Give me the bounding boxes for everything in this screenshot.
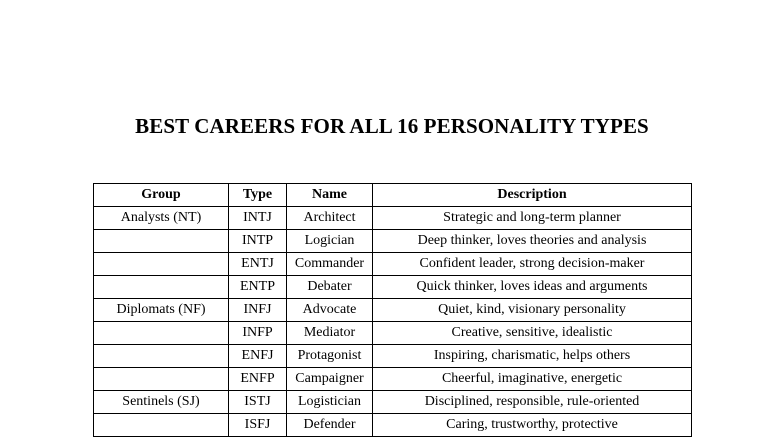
table-row — [94, 299, 692, 322]
cell-type: ENTJ — [229, 253, 287, 276]
cell-description: Deep thinker, loves theories and analysis — [373, 230, 692, 253]
cell-type: INFP — [229, 322, 287, 345]
table-row — [94, 322, 692, 345]
cell-type: ISTJ — [229, 391, 287, 414]
table-row — [94, 207, 692, 230]
cell-group — [94, 276, 229, 299]
cell-name: Debater — [287, 276, 373, 299]
cell-type: ENFJ — [229, 345, 287, 368]
cell-type: INTJ — [229, 207, 287, 230]
table-row — [94, 276, 692, 299]
cell-type: INTP — [229, 230, 287, 253]
cell-group: Analysts (NT) — [94, 207, 229, 230]
table-row — [94, 230, 692, 253]
cell-name: Mediator — [287, 322, 373, 345]
cell-name: Architect — [287, 207, 373, 230]
header-description: Description — [373, 184, 692, 207]
cell-description: Disciplined, responsible, rule-oriented — [373, 391, 692, 414]
cell-description: Quick thinker, loves ideas and arguments — [373, 276, 692, 299]
table-row — [94, 253, 692, 276]
cell-type: ENTP — [229, 276, 287, 299]
cell-group — [94, 322, 229, 345]
cell-name: Protagonist — [287, 345, 373, 368]
cell-description: Strategic and long-term planner — [373, 207, 692, 230]
header-type: Type — [229, 184, 287, 207]
cell-group — [94, 414, 229, 437]
cell-description: Caring, trustworthy, protective — [373, 414, 692, 437]
header-name: Name — [287, 184, 373, 207]
document-title: BEST CAREERS FOR ALL 16 PERSONALITY TYPES — [135, 114, 649, 138]
personality-types-table — [93, 183, 692, 437]
cell-type: ENFP — [229, 368, 287, 391]
cell-description: Cheerful, imaginative, energetic — [373, 368, 692, 391]
cell-name: Logician — [287, 230, 373, 253]
cell-description: Creative, sensitive, idealistic — [373, 322, 692, 345]
cell-type: ISFJ — [229, 414, 287, 437]
cell-name: Commander — [287, 253, 373, 276]
cell-type: INFJ — [229, 299, 287, 322]
cell-name: Defender — [287, 414, 373, 437]
cell-description: Inspiring, charismatic, helps others — [373, 345, 692, 368]
table-row — [94, 345, 692, 368]
cell-group: Sentinels (SJ) — [94, 391, 229, 414]
cell-group — [94, 345, 229, 368]
cell-group: Diplomats (NF) — [94, 299, 229, 322]
cell-group — [94, 368, 229, 391]
cell-name: Advocate — [287, 299, 373, 322]
cell-description: Quiet, kind, visionary personality — [373, 299, 692, 322]
cell-description: Confident leader, strong decision-maker — [373, 253, 692, 276]
table-row — [94, 391, 692, 414]
cell-name: Logistician — [287, 391, 373, 414]
cell-name: Campaigner — [287, 368, 373, 391]
table-row — [94, 414, 692, 437]
cell-group — [94, 230, 229, 253]
table-row — [94, 368, 692, 391]
header-group: Group — [94, 184, 229, 207]
cell-group — [94, 253, 229, 276]
table-header-row — [94, 184, 692, 207]
